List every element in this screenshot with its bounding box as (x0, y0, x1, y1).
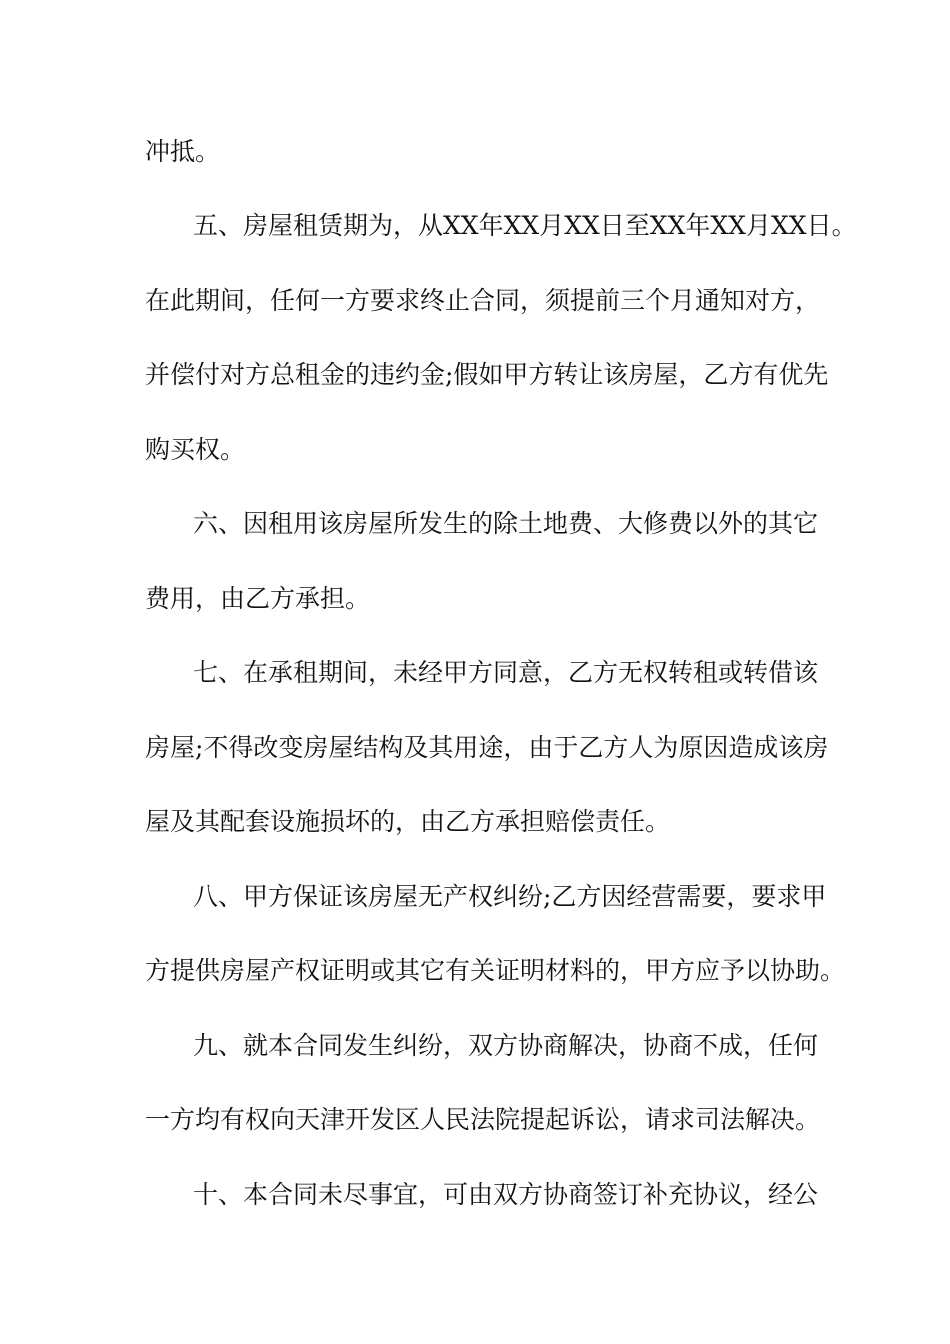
text-line: 房屋;不得改变房屋结构及其用途，由于乙方人为原因造成该房 (145, 733, 829, 762)
text-line: 费用，由乙方承担。 (145, 584, 371, 613)
text-line: 在此期间，任何一方要求终止合同，须提前三个月通知对方， (145, 286, 821, 315)
clause-8-line: 八、甲方保证该房屋无产权纠纷;乙方因经营需要，要求甲 (193, 882, 827, 911)
clause-9-line: 九、就本合同发生纠纷，双方协商解决，协商不成，任何 (193, 1031, 819, 1060)
text-line: 购买权。 (145, 435, 246, 464)
text-line: 并偿付对方总租金的违约金;假如甲方转让该房屋，乙方有优先 (145, 360, 829, 389)
clause-5-line: 五、房屋租赁期为，从XX年XX月XX日至XX年XX月XX日。 (193, 211, 857, 240)
text-line: 屋及其配套设施损坏的，由乙方承担赔偿责任。 (145, 807, 671, 836)
clause-6-line: 六、因租用该房屋所发生的除土地费、大修费以外的其它 (193, 509, 819, 538)
text-line: 方提供房屋产权证明或其它有关证明材料的，甲方应予以协助。 (145, 956, 846, 985)
clause-10-line: 十、本合同未尽事宜，可由双方协商签订补充协议，经公 (193, 1180, 819, 1209)
text-line: 一方均有权向天津开发区人民法院提起诉讼，请求司法解决。 (145, 1105, 821, 1134)
clause-7-line: 七、在承租期间，未经甲方同意，乙方无权转租或转借该 (193, 658, 819, 687)
text-line: 冲抵。 (145, 137, 221, 166)
